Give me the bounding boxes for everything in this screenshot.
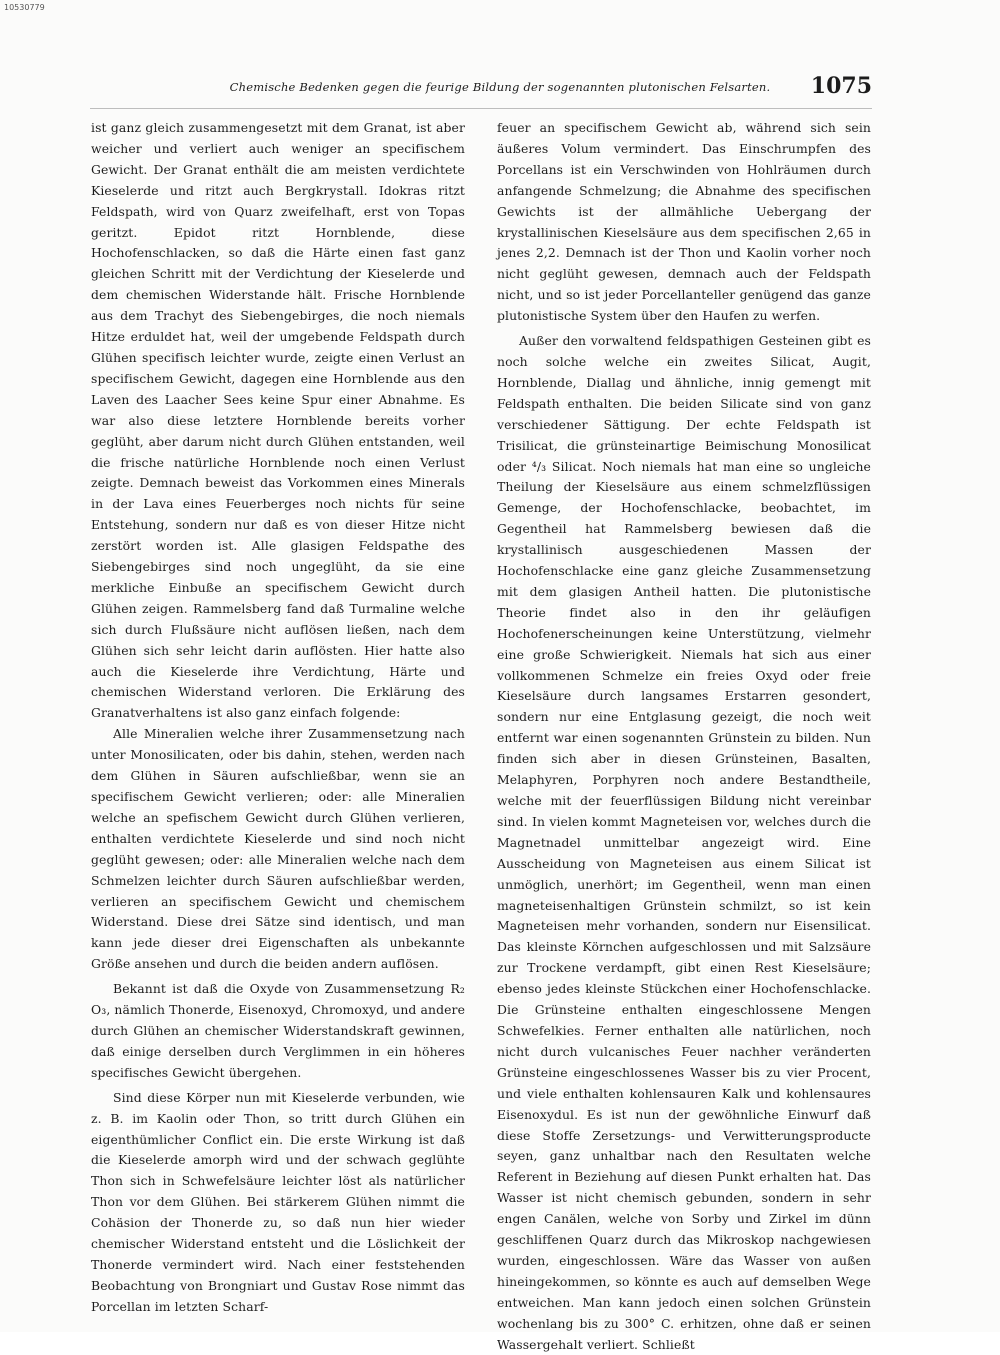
paragraph: Außer den vorwaltend feldspathigen Gesteinen gibt es noch solche welche ein zweites Silicat, Augit, Hornblende, Diallag und ähnliche, innig gemengt mit Feldspath enthalten. Die beiden Silicate sind von ganz verschiedener Sättigung. Der echte Feldspath ist Trisilicat, die grünsteinartige Beimischung Monosilicat oder ⁴/₃ Silicat. Noch niemals hat man eine so ungleiche Theilung der Kieselsäure aus einem schmelzflüssigen Gemenge, der Hochofenschlacke, beobachtet, im Gegentheil hat Rammelsberg bewiesen daß die krystallinisch ausgeschiedenen Massen der Hochofenschlacke eine ganz gleiche Zusammensetzung mit dem glasigen Antheil hatten. Die plutonistische Theorie findet also in den ihr geläufigen Hochofenerscheinungen keine Unterstützung, vielmehr eine große Schwierigkeit. Niemals hat sich aus einer vollkommenen Schmelze ein freies Oxyd oder freie Kieselsäure durch langsames Erstarren gesondert, sondern nur eine Entglasung gezeigt, die noch weit entfernt war einen sogenannten Grünstein zu bilden. Nun finden sich aber in diesen Grünsteinen, Basalten, Melaphyren, Porphyren noch andere Bestandtheile, welche mit der feuerflüssigen Bildung nicht vereinbar sind. In vielen kommt Magneteisen vor, welches durch die Magnetnadel unmittelbar angezeigt wird. Eine Ausscheidung von Magneteisen aus einem Silicat ist unmöglich, unerhört; im Gegentheil, wenn man einen magneteisenhaltigen Grünstein schmilzt, so ist kein Magneteisen mehr vorhanden, sondern nur Eisensilicat. Das kleinste Körnchen aufgeschlossen und mit Salzsäure zur Trockene verdampft, gibt einen Rest Kieselsäure; ebenso jedes kleinste Stückchen einer Hochofenschlacke. Die Grünsteine enthalten eingeschlossene Mengen Schwefelkies. Ferner enthalten alle natürlichen, noch nicht durch vulcanisches Feuer nachher veränderten Grünsteine eingeschlossenes Wasser bis zu vier Procent, und viele enthalten kohlensauren Kalk und kohlensaures Eisenoxydul. Es ist nun der gewöhnliche Einwurf daß diese Stoffe Zersetzungs- und Verwitterungsproducte seyen, ganz unhaltbar nach den Resultaten welche Referent in Beziehung auf diesen Punkt erhalten hat. Das Wasser ist nicht chemisch gebunden, sondern in sehr engen Canälen, welche von Sorby und Zirkel im dünn geschliffenen Quarz durch das Mikroskop nachgewiesen wurden, eingeschlossen. Wäre das Wasser von außen hineingekommen, so könnte es auch auf demselben Wege entweichen. Man kann jedoch einen solchen Grünstein wochenlang bis zu 300° C. erhitzen, ohne daß er seinen Wassergehalt verliert. Schließt	[497, 333, 871, 1352]
paragraph: Sind diese Körper nun mit Kieselerde verbunden, wie z. B. im Kaolin oder Thon, so tritt durch Glühen ein eigenthümlicher Conflict ein. Die erste Wirkung ist daß die Kieselerde amorph wird und der schwach geglühte Thon sich in Schwefelsäure leichter löst als natürlicher Thon vor dem Glühen. Bei stärkerem Glühen nimmt die Cohäsion der Thonerde zu, so daß nun hier wieder chemischer Widerstand entsteht und die Löslichkeit der Thonerde vermindert wird. Nach einer feststehenden Beobachtung von Brongniart und Gustav Rose nimmt das Porcellan im letzten Scharf-	[91, 1089, 465, 1314]
right-column	[497, 118, 871, 1355]
left-column	[91, 118, 465, 1318]
paragraph: Alle Mineralien welche ihrer Zusammensetzung nach unter Monosilicaten, oder bis dahin, stehen, werden nach dem Glühen in Säuren aufschließbar, wenn sie an specifischem Gewicht verlieren; oder: alle Mineralien welche an spefischem Gewicht durch Glühen verlieren, enthalten verdichtete Kieselerde und sind noch nicht geglüht gewesen; oder: alle Mineralien welche nach dem Schmelzen leichter durch Säuren aufschließbar werden, verlieren an specifischem Gewicht und chemischem Widerstand. Diese drei Sätze sind identisch, und man kann jede dieser drei Eigenschaften als unbekannte Größe ansehen und durch die beiden andern auflösen.	[91, 726, 465, 972]
running-title: Chemische Bedenken gegen die feurige Bildung der sogenannten plutonischen Felsarten.	[229, 80, 771, 94]
page-number: 1075	[810, 73, 872, 99]
paragraph: ist ganz gleich zusammengesetzt mit dem Granat, ist aber weicher und verliert auch weniger an specifischem Gewicht. Der Granat enthält die am meisten verdichtete Kieselerde und ritzt auch Bergkrystall. Idokras ritzt Feldspath, wird von Quarz zweifelhaft, erst von Topas geritzt. Epidot ritzt Hornblende, diese Hochofenschlacken, so daß die Härte einen fast ganz gleichen Schritt mit der Verdichtung der Kieselerde und dem chemischen Widerstande hält. Frische Hornblende aus dem Trachyt des Siebengebirges, die noch niemals Hitze erduldet hat, weil der umgebende Feldspath durch Glühen specifisch leichter wurde, zeigte einen Verlust an specifischem Gewicht, dagegen eine Hornblende aus den Laven des Laacher Sees keine Spur einer Abnahme. Es war also diese letztere Hornblende bereits vorher geglüht, aber darum nicht durch Glühen entstanden, weil die frische natürliche Hornblende noch einen Verlust zeigte. Demnach beweist das Vorkommen eines Minerals in der Lava eines Feuerberges noch nichts für seine Entstehung, sondern nur daß es von dieser Hitze nicht zerstört worden ist. Alle glasigen Feldspathe des Siebengebirges sind noch ungeglüht, da sie eine merkliche Einbuße an specifischem Gewicht durch Glühen zeigen. Rammelsberg fand daß Turmaline welche sich durch Flußsäure nicht auflösen ließen, nach dem Glühen sich sehr leicht darin auflösten. Hier hatte also auch die Kieselerde ihre Verdichtung, Härte und chemischen Widerstand verloren. Die Erklärung des Granatverhaltens ist also ganz einfach folgende:	[91, 120, 465, 721]
paragraph: Bekannt ist daß die Oxyde von Zusammensetzung R₂ O₃, nämlich Thonerde, Eisenoxyd, Chromoxyd, und andere durch Glühen an chemischer Widerstandskraft gewinnen, daß einige derselben durch Verglimmen in ein höheres specifisches Gewicht übergehen.	[91, 981, 465, 1080]
header-rule	[90, 108, 872, 109]
scan-id: 10530779	[4, 3, 45, 12]
paragraph: feuer an specifischem Gewicht ab, während sich sein äußeres Volum vermindert. Das Einschrumpfen des Porcellans ist ein Verschwinden von Hohlräumen durch anfangende Schmelzung; die Abnahme des specifischen Gewichts ist der allmähliche Uebergang der krystallinischen Kieselsäure aus dem specifischen 2,65 in jenes 2,2. Demnach ist der Thon und Kaolin vorher noch nicht geglüht gewesen, demnach auch der Feldspath nicht, und so ist jeder Porcellanteller genügend das ganze plutonistische System über den Haufen zu werfen.	[497, 120, 871, 324]
